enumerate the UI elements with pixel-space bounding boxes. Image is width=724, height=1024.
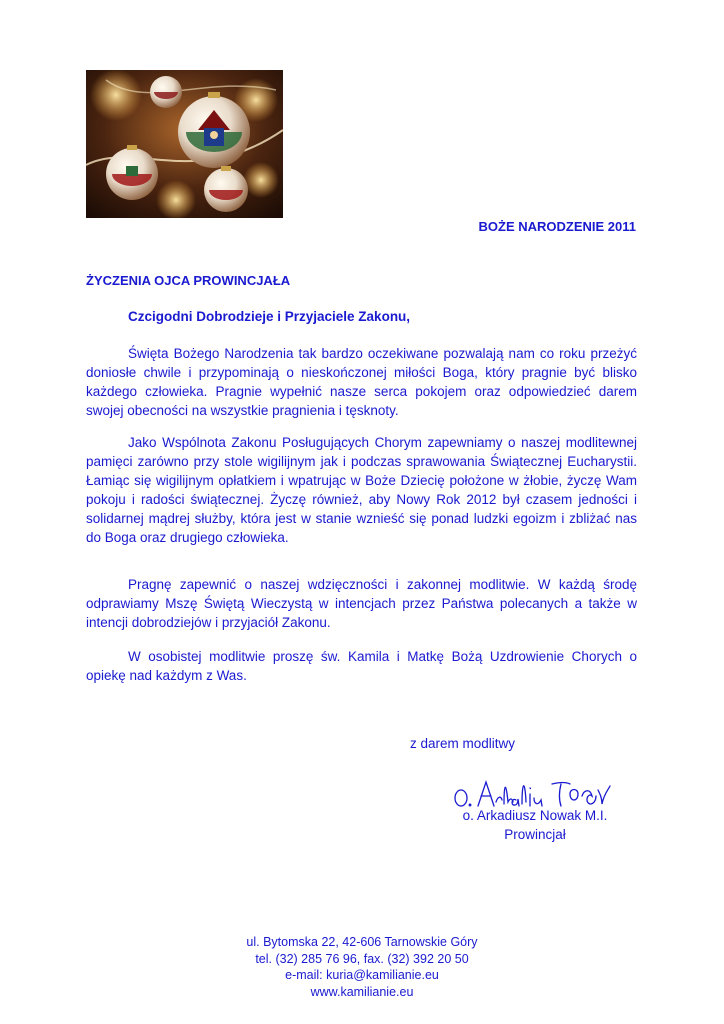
salutation: Czcigodni Dobrodzieje i Przyjaciele Zakonu, bbox=[128, 309, 411, 324]
footer-phone: tel. (32) 285 76 96, fax. (32) 392 20 50 bbox=[255, 951, 469, 966]
paragraph-3: Pragnę zapewnić o naszej wdzięczności i zakonnej modlitwie. W każdą środę odprawiamy Mszę Świętą Wieczystą w intencjach przez Państwa polecanych a także w intencji dobrodziejów i przyjaciół Zakonu. bbox=[86, 577, 637, 630]
signer-role: Prowincjał bbox=[504, 827, 566, 842]
paragraph-1: Święta Bożego Narodzenia tak bardzo oczekiwane pozwalają nam co roku przeżyć doniosłe chwile i przypominają o nieskończonej miłości Boga, który pragnie być blisko każdego człowieka. Pragnie wypełnić nasze serca pokojem oraz odpowiedzieć darem swojej obecności na wszystkie pragnienia i tęsknoty. bbox=[86, 346, 637, 418]
signer-name: o. Arkadiusz Nowak M.I. bbox=[462, 808, 608, 823]
occasion-heading: BOŻE NARODZENIE 2011 bbox=[478, 219, 636, 234]
christmas-ornaments-photo bbox=[86, 70, 283, 218]
paragraph-2: Jako Wspólnota Zakonu Posługujących Chorym zapewniamy o naszej modlitewnej pamięci zarówno przy stole wigilijnym jak i podczas sprawowania Świątecznej Eucharystii. Łamiąc się wigilijnym opłatkiem i wpatrując w Boże Dziecię położone w żłobie, życzę Wam pokoju i radości świątecznej. Życzę również, aby Nowy Rok 2012 był czasem jedności i solidarnej mądrej służby, która jest w stanie wznieść się ponad ludzki egoizm i zbliżać nas do Boga oraz drugiego człowieka. bbox=[86, 435, 637, 545]
contact-footer bbox=[212, 934, 512, 1000]
letter-title: ŻYCZENIA OJCA PROWINCJAŁA bbox=[86, 273, 291, 288]
signer-block bbox=[440, 806, 630, 844]
footer-website[interactable]: www.kamilianie.eu bbox=[310, 984, 414, 999]
footer-address: ul. Bytomska 22, 42-606 Tarnowskie Góry bbox=[246, 935, 478, 949]
footer-email[interactable]: e-mail: kuria@kamilianie.eu bbox=[285, 968, 439, 982]
closing-phrase: z darem modlitwy bbox=[410, 736, 516, 751]
paragraph-4: W osobistej modlitwie proszę św. Kamila i Matkę Bożą Uzdrowienie Chorych o opiekę nad każdym z Was. bbox=[86, 649, 637, 683]
